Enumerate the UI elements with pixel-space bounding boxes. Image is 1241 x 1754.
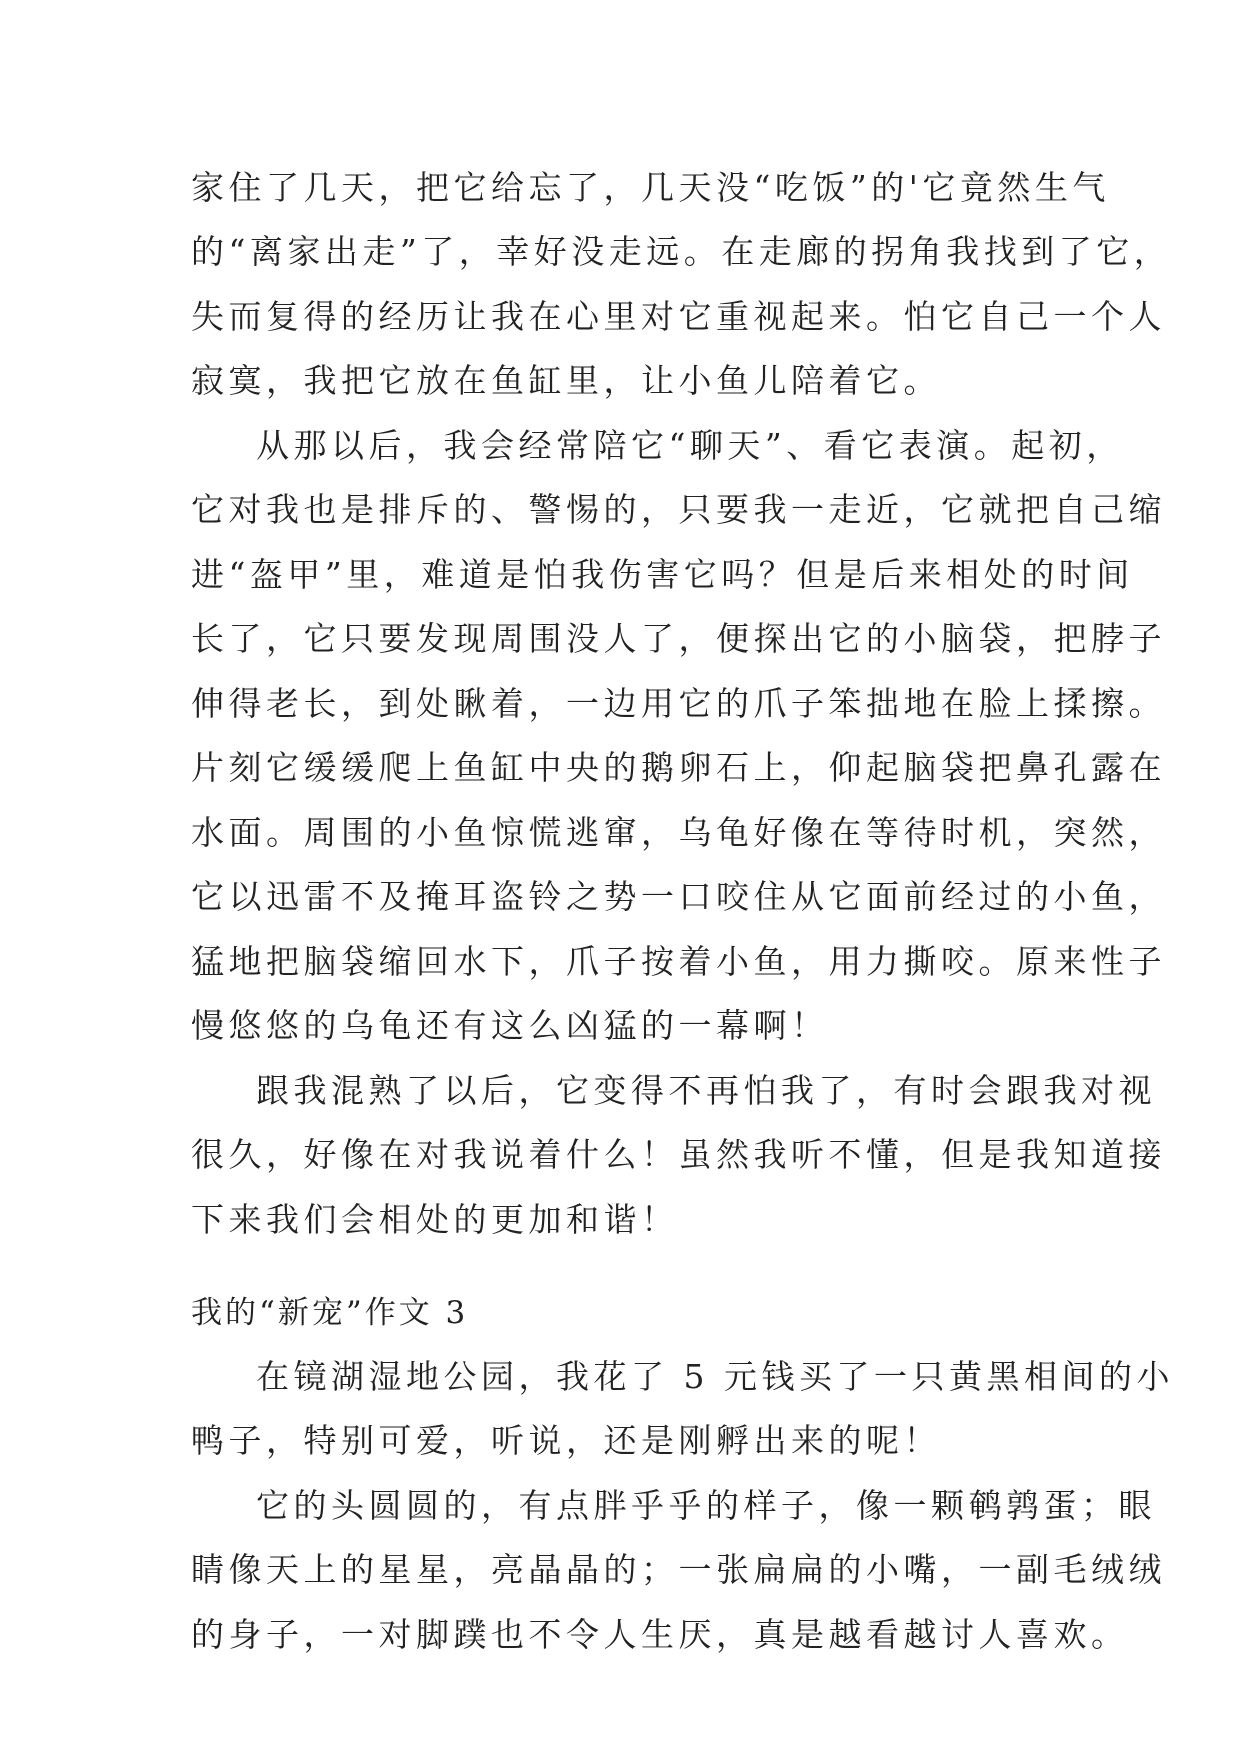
paragraph-line: 睛像天上的星星，亮晶晶的；一张扁扁的小嘴，一副毛绒绒 bbox=[191, 1550, 1166, 1589]
paragraph-line: 长了，它只要发现周围没人了，便探出它的小脑袋，把脖子 bbox=[191, 619, 1166, 658]
paragraph-line: 慢悠悠的乌龟还有这么凶猛的一幕啊！ bbox=[191, 1006, 829, 1045]
paragraph-line: 它以迅雷不及掩耳盗铃之势一口咬住从它面前经过的小鱼， bbox=[191, 877, 1166, 916]
paragraph-line: 水面。周围的小鱼惊慌逃窜，乌龟好像在等待时机，突然， bbox=[191, 813, 1166, 852]
paragraph-line: 跟我混熟了以后，它变得不再怕我了，有时会跟我对视 bbox=[256, 1071, 1156, 1110]
paragraph-line: 家住了几天，把它给忘了，几天没“吃饭”的'它竟然生气 bbox=[191, 168, 1110, 207]
paragraph-line: 在镜湖湿地公园，我花了 5 元钱买了一只黄黑相间的小 bbox=[256, 1357, 1174, 1396]
paragraph-line: 的“离家出走”了，幸好没走远。在走廊的拐角我找到了它， bbox=[191, 232, 1172, 271]
paragraph-line: 鸭子，特别可爱，听说，还是刚孵出来的呢！ bbox=[191, 1421, 941, 1460]
paragraph-line: 失而复得的经历让我在心里对它重视起来。怕它自己一个人 bbox=[191, 297, 1166, 336]
paragraph-line: 猛地把脑袋缩回水下，爪子按着小鱼，用力撕咬。原来性子 bbox=[191, 942, 1166, 981]
paragraph-line: 下来我们会相处的更加和谐！ bbox=[191, 1200, 679, 1239]
paragraph-line: 很久，好像在对我说着什么！虽然我听不懂，但是我知道接 bbox=[191, 1135, 1166, 1174]
paragraph-line: 寂寞，我把它放在鱼缸里，让小鱼儿陪着它。 bbox=[191, 361, 941, 400]
paragraph-line: 伸得老长，到处瞅着，一边用它的爪子笨拙地在脸上揉擦。 bbox=[191, 684, 1166, 723]
paragraph-line: 进“盔甲”里，难道是怕我伤害它吗？但是后来相处的时间 bbox=[191, 555, 1134, 594]
paragraph-line: 从那以后，我会经常陪它“聊天”、看它表演。起初， bbox=[256, 426, 1124, 465]
paragraph-line: 的身子，一对脚蹼也不令人生厌，真是越看越讨人喜欢。 bbox=[191, 1615, 1129, 1654]
paragraph-line: 它的头圆圆的，有点胖乎乎的样子，像一颗鹌鹑蛋；眼 bbox=[256, 1486, 1156, 1525]
essay-title: 我的“新宠”作文 3 bbox=[191, 1295, 469, 1331]
paragraph-line: 它对我也是排斥的、警惕的，只要我一走近，它就把自己缩 bbox=[191, 490, 1166, 529]
paragraph-line: 片刻它缓缓爬上鱼缸中央的鹅卵石上，仰起脑袋把鼻孔露在 bbox=[191, 748, 1166, 787]
